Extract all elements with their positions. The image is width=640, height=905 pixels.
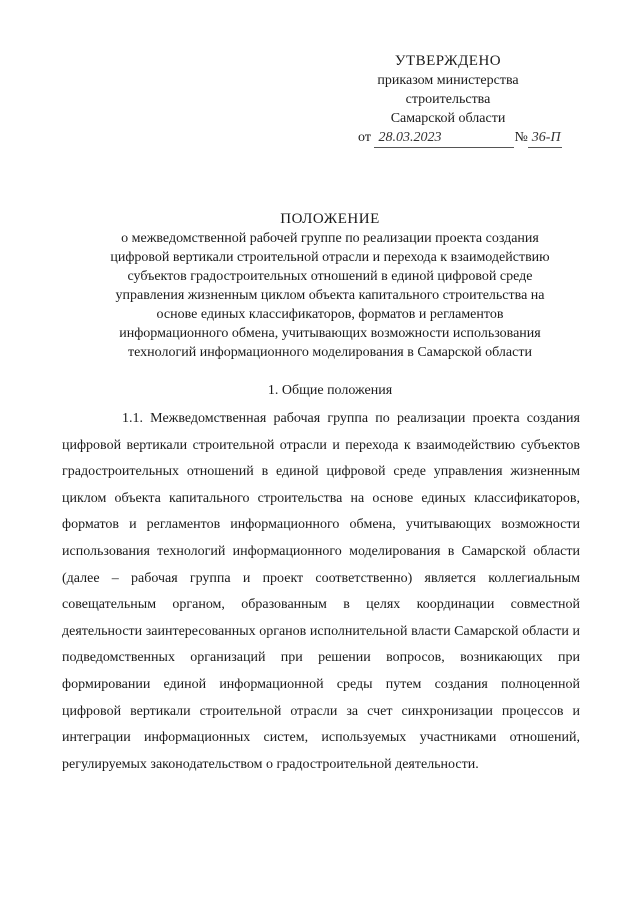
- subtitle-line: основе единых классификаторов, форматов и регламентов: [156, 307, 504, 322]
- handwritten-date: 28.03.2023: [374, 128, 514, 148]
- approval-line-1: приказом министерства: [377, 73, 519, 88]
- document-title-block: [60, 210, 600, 362]
- paragraph-1-1: 1.1. Межведомственная рабочая группа по реализации проекта создания цифровой вертикали строительной отрасли и перехода к взаимодействию субъектов градостроительных отношений в единой цифровой среде управления жизненным циклом объекта капитального строительства на основе единых классификаторов, форматов и регламентов информационного обмена, учитывающих возможности использования технологий информационного моделирования в Самарской области (далее – рабочая группа и проект соответственно) является коллегиальным совещательным органом, образованным в целях координации совместной деятельности заинтересованных органов исполнительной власти Самарской области и подведомственных организаций при решении вопросов, возникающих при формировании единой информационной среды путем создания полноценной цифровой вертикали строительной отрасли за счет синхронизации процессов и интеграции информационных систем, используемых участниками отношений, регулируемых законодательством о градостроительной деятельности.: [62, 411, 580, 772]
- document-title: ПОЛОЖЕНИЕ: [280, 211, 380, 227]
- subtitle-line: технологий информационного моделирования в Самарской области: [128, 345, 532, 360]
- section-heading: 1. Общие положения: [267, 383, 393, 398]
- subtitle-line: цифровой вертикали строительной отрасли и перехода к взаимодействию: [110, 250, 550, 265]
- from-label: от: [358, 130, 371, 145]
- number-sign: №: [514, 130, 528, 145]
- subtitle-line: субъектов градостроительных отношений в единой цифровой среде: [127, 269, 533, 284]
- subtitle-line: управления жизненным циклом объекта капитального строительства на: [115, 288, 545, 303]
- order-date-number-line: [358, 128, 561, 148]
- handwritten-number: 36-П: [528, 128, 562, 148]
- approved-heading: УТВЕРЖДЕНО: [394, 53, 502, 69]
- subtitle-line: о межведомственной рабочей группе по реализации проекта создания: [121, 231, 539, 246]
- approval-line-2: строительства: [405, 92, 491, 107]
- subtitle-line: информационного обмена, учитывающих возможности использования: [119, 326, 541, 341]
- approval-stamp: [348, 52, 561, 148]
- approval-line-3: Самарской области: [390, 111, 506, 126]
